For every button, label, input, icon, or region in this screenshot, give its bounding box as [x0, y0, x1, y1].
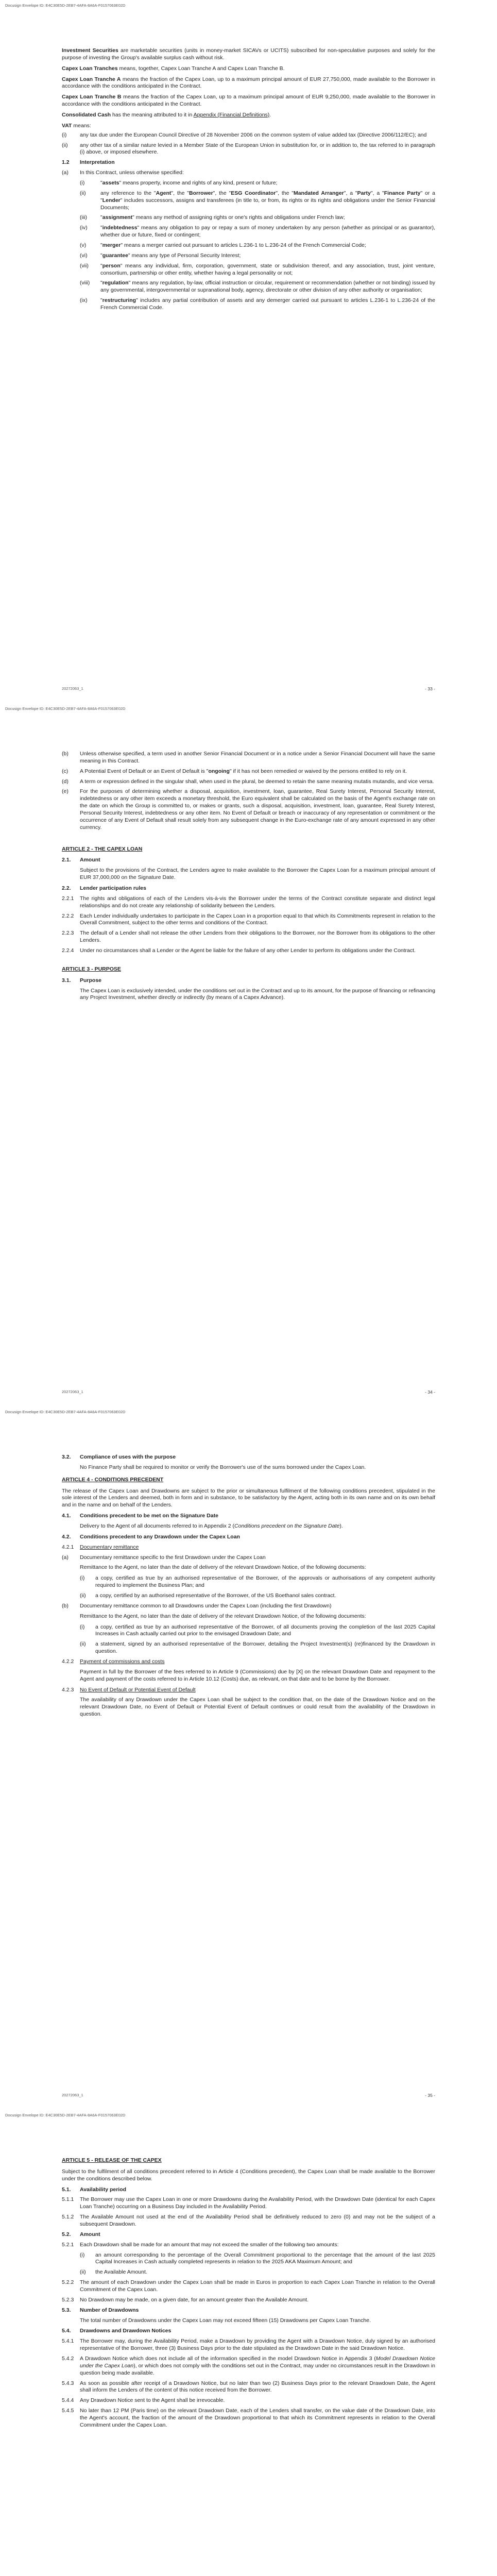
section-5-4-4: 5.4.4 Any Drawdown Notice sent to the Agent shall be irrevocable.: [62, 2397, 225, 2404]
definition-investment-securities: Investment Securities are marketable securities (units in money-market SICAVs or UCITS) subscribed for non-speculative purposes and solely for the purpose of investing the Group's available surplus cash without risk.: [62, 47, 436, 61]
page-35: [0, 1406, 497, 2110]
envelope-id: Docusign Envelope ID: E4C30E5D-2EB7-4AFA-8A6A-F0157063E02D: [5, 1410, 126, 1414]
interp-item-v: (v) "merger" means a merger carried out pursuant to articles L.236-1 to L.236-24 of the French Commercial Code;: [80, 242, 366, 249]
section-4-2-2-text: Payment in full by the Borrower of the fees referred to in Article 9 (Commissions) due by [X] on the relevant Drawdown Date and repayment to the Agent and payment of the costs referred to in Article 10.12 (Costs) due, as relevant, on that date and to be borne by the Borrower.: [80, 1668, 435, 1682]
section-5-2-1-item-ii: (ii) the Available Amount.: [80, 2269, 147, 2276]
definition-tranche-b: Capex Loan Tranche B means the fraction of the Capex Loan, up to a maximum principal amount of EUR 9,250,000, made available to the Borrower in accordance with the conditions anticipated in the Contract.: [62, 94, 436, 108]
section-5-4-2: 5.4.2 A Drawdown Notice which does not include all of the information specified in the model Drawdown Notice in Appendix 3 (Model Drawdown Notice under the Capex Loan), or which does not comply with the conditions set out in the Contract, may under no circumstances result in the Drawdown in question being made available.: [62, 2355, 435, 2376]
page-content: [62, 2157, 435, 2432]
article-4-intro: The release of the Capex Loan and Drawdowns are subject to the prior or simultaneous fulfilment of the following conditions precedent, stipulated in the sole interest of the Lenders and deemed, both in form and in substance, to be satisfactory by the Agent, acting both in its own name and on its own behalf and in the name and on behalf of the Lenders.: [62, 1487, 435, 1509]
para-a-item-ii: (ii) a copy, certified by an authorised representative of the Borrower, of the US Boethanol sales contract.: [80, 1592, 336, 1599]
envelope-id: Docusign Envelope ID: E4C30E5D-2EB7-4AFA-8A6A-F0157063E02D: [5, 706, 126, 711]
section-4-2-heading: 4.2. Conditions precedent to any Drawdown under the Capex Loan: [62, 1533, 240, 1540]
page-34: [0, 703, 497, 1406]
section-5-4-3: 5.4.3 As soon as possible after receipt of a Drawdown Notice, but no later than two (2) Business Days prior to the relevant Drawdown Date, the Agent shall inform the Lenders of the content of this notice received from the Borrower.: [62, 2380, 435, 2394]
section-4-1-text: Delivery to the Agent of all documents referred to in Appendix 2 (Conditions precedent on the Signature Date).: [80, 1523, 343, 1530]
section-3-2-text: No Finance Party shall be required to monitor or verify the Borrower's use of the sums borrowed under the Capex Loan.: [80, 1464, 366, 1470]
vat-item-i: (i) any tax due under the European Council Directive of 28 November 2006 on the common system of value added tax (Directive 2006/112/EC); and: [62, 131, 427, 138]
section-5-2-1: 5.2.1 Each Drawdown shall be made for an amount that may not exceed the smaller of the following two amounts:: [62, 2241, 339, 2248]
para-d: (d) A term or expression defined in the singular shall, when used in the plural, be deemed to retain the same meaning mutatis mutandis, and vice versa.: [62, 778, 434, 785]
page-number: - 33 -: [425, 686, 435, 691]
page-number: - 34 -: [425, 1389, 435, 1395]
section-5-1-1: 5.1.1 The Borrower may use the Capex Loan in one or more Drawdowns during the Availability Period, with the Drawdown Date (identical for each Capex Loan Tranche) occurring on a Business Day included in the Availability Period.: [62, 2196, 435, 2210]
definition-vat: VAT means:: [62, 122, 91, 129]
interp-item-ix: (ix) "restructuring" includes any partial contribution of assets and any demerger carried out pursuant to articles L.236-1 to L.236-24 of the French Commercial Code.: [80, 297, 435, 311]
document-reference: 20272063_1: [62, 686, 83, 691]
section-5-4-5: 5.4.5 No later than 12 PM (Paris time) on the relevant Drawdown Date, each of the Lenders shall transfer, on the value date of the Drawdown Date, into the Agent's account, the fraction of the amount of the Drawdown proportional to that which its Commitment represents in relation to the Overall Commitment under the Capex Loan.: [62, 2408, 435, 2428]
envelope-id: Docusign Envelope ID: E4C30E5D-2EB7-4AFA-8A6A-F0157063E02D: [5, 2113, 126, 2117]
page-33: [0, 0, 497, 703]
section-5-3-text: The total number of Drawdowns under the Capex Loan may not exceed fifteen (15) Drawdowns per Capex Loan Tranche.: [80, 2317, 371, 2324]
para-e: (e) For the purposes of determining whether a disposal, acquisition, investment, loan, guarantee, Real Surety Interest, Personal Security Interest, indebtedness or any other item exceeds a monetary threshold, the Euro equivalent shall be calculated on the basis of the Agent's exchange rate on the date on which the Group is committed to, or makes or grants, such a disposal, acquisition, investment, loan, guarantee, Real Surety Interest, Personal Security Interest, indebtedness or any other item. No Event of Default or breach or inaccuracy of any representation or commitment or the occurrence of any Event of Default shall result solely from any subsequent change in the Euro-exchange rate of any amount expressed in any other currency.: [62, 788, 435, 831]
section-4-2-2-heading: 4.2.2 Payment of commissions and costs: [62, 1658, 165, 1665]
section-4-2-1-heading: 4.2.1 Documentary remittance: [62, 1544, 139, 1550]
section-1-2-heading: 1.2 Interpretation: [62, 159, 115, 166]
para-a: (a) Documentary remittance specific to the first Drawdown under the Capex Loan: [62, 1554, 266, 1561]
section-2-2-3: 2.2.3 The default of a Lender shall not release the other Lenders from their obligations to the Borrower, nor the Borrower from its obligations to the other Lenders.: [62, 930, 435, 944]
section-5-2-3: 5.2.3 No Drawdown may be made, on a given date, for an amount greater than the Available Amount.: [62, 2296, 309, 2303]
para-b-intro: Remittance to the Agent, no later than the date of delivery of the relevant Drawdown Notice, of the following documents:: [80, 1613, 366, 1619]
document-reference: 20272063_1: [62, 2093, 83, 2097]
article-4-heading: ARTICLE 4 - CONDITIONS PRECEDENT: [62, 1476, 164, 1483]
section-5-4-1: 5.4.1 The Borrower may, during the Availability Period, make a Drawdown by providing the Agent with a Drawdown Notice, duly signed by an authorised representative of the Borrower, three (3) Business Days prior to the date stipulated as the Drawdown Date in the said Drawdown Notice.: [62, 2338, 435, 2352]
section-4-2-3-heading: 4.2.3 No Event of Default or Potential Event of Default: [62, 1686, 196, 1693]
article-5-intro: Subject to the fulfilment of all conditions precedent referred to in Article 4 (Conditions precedent), the Capex Loan shall be made available to the Borrower under the conditions described below.: [62, 2168, 435, 2182]
section-5-4-heading: 5.4. Drawdowns and Drawdown Notices: [62, 2328, 172, 2334]
interp-item-iv: (iv) "indebtedness" means any obligation to pay or repay a sum of money undertaken by any person (whether as principal or as guarantor), whether due or future, fixed or contingent;: [80, 225, 435, 239]
article-5-heading: ARTICLE 5 - RELEASE OF THE CAPEX: [62, 2157, 162, 2163]
definition-capex-tranches: Capex Loan Tranches means, together, Capex Loan Tranche A and Capex Loan Tranche B.: [62, 65, 285, 72]
section-2-2-2: 2.2.2 Each Lender individually undertakes to participate in the Capex Loan in a proportion equal to that which its Commitments represent in relation to the Overall Commitment, subject to the other terms and conditions of the Contract.: [62, 912, 435, 926]
section-5-3-heading: 5.3. Number of Drawdowns: [62, 2307, 139, 2313]
section-3-1-text: The Capex Loan is exclusively intended, under the conditions set out in the Contract and up to its amount, for the purpose of financing or refinancing any Project Investment, whether directly or indirectly (by means of a Capex Advance).: [80, 987, 435, 1001]
section-4-2-3-text: The availability of any Drawdown under the Capex Loan shall be subject to the condition that, on the date of the Drawdown Notice and on the relevant Drawdown Date, no Event of Default or Potential Event of Default continues or could result from the availability of the Drawdown in question.: [80, 1697, 435, 1718]
para-a: (a) In this Contract, unless otherwise specified:: [62, 170, 184, 176]
interp-item-i: (i) "assets" means property, income and rights of any kind, present or future;: [80, 180, 278, 187]
para-b-item-i: (i) a copy, certified as true by an authorised representative of the Borrower, of all documents proving the completion of the last 2025 Capital Increases in Cash actually carried out prior to the envisaged Drawdown Date; and: [80, 1623, 435, 1637]
section-5-1-heading: 5.1. Availability period: [62, 2186, 127, 2193]
section-2-1-heading: 2.1. Amount: [62, 857, 100, 863]
section-2-2-heading: 2.2. Lender participation rules: [62, 885, 146, 892]
para-a-intro: Remittance to the Agent, no later than the date of delivery of the relevant Drawdown Notice, of the following documents:: [80, 1564, 366, 1571]
interp-item-iii: (iii) "assignment" means any method of assigning rights or one's rights and obligations under French law;: [80, 214, 345, 221]
interp-item-viii: (viii) "regulation" means any regulation, by-law, official instruction or circular, requirement or recommendation (whether or not binding) issued by any governmental, intergovernmental or supranational body, agency, directorate or other division of any other authority or organisation;: [80, 280, 435, 294]
section-3-1-heading: 3.1. Purpose: [62, 977, 102, 984]
para-c: (c) A Potential Event of Default or an Event of Default is "ongoing" if it has not been remedied or waived by the persons entitled to rely on it.: [62, 768, 407, 774]
para-b: (b) Documentary remittance common to all Drawdowns under the Capex Loan (including the first Drawdown): [62, 1602, 332, 1609]
para-b: (b) Unless otherwise specified, a term used in another Senior Financial Document or in a notice under a Senior Financial Document will have the same meaning in this Contract.: [62, 751, 435, 764]
definition-consolidated-cash: Consolidated Cash has the meaning attributed to it in Appendix (Financial Definitions).: [62, 112, 271, 118]
page-content: [62, 47, 435, 315]
section-5-2-heading: 5.2. Amount: [62, 2231, 100, 2238]
page-36: [0, 2110, 497, 2576]
section-4-1-heading: 4.1. Conditions precedent to be met on the Signature Date: [62, 1513, 218, 1519]
section-5-1-2: 5.1.2 The Available Amount not used at the end of the Availability Period shall be definitively reduced to zero (0) and may not be the subject of a subsequent Drawdown.: [62, 2214, 435, 2228]
section-2-2-4: 2.2.4 Under no circumstances shall a Lender or the Agent be liable for the failure of any other Lender to perform its obligations under the Contract.: [62, 947, 416, 954]
article-3-heading: ARTICLE 3 - PURPOSE: [62, 965, 121, 972]
para-a-item-i: (i) a copy, certified as true by an authorised representative of the Borrower, of the approvals or authorisations of any competent authority required to implement the Business Plan; and: [80, 1575, 435, 1589]
section-2-1-text: Subject to the provisions of the Contract, the Lenders agree to make available to the Borrower the Capex Loan for a maximum principal amount of EUR 37,000,000 on the Signature Date.: [80, 867, 435, 881]
section-5-2-1-item-i: (i) an amount corresponding to the percentage of the Overall Commitment proportional to the percentage that the amount of the last 2025 Capital Increases in Cash actually completed represents in relation to the 2025 AKA Maximum Amount; and: [80, 2251, 435, 2265]
vat-item-ii: (ii) any other tax of a similar nature levied in a Member State of the European Union in substitution for, or in addition to, the tax referred to in paragraph (i) above, or imposed elsewhere.: [62, 142, 435, 156]
interp-item-vi: (vi) "guarantee" means any type of Personal Security Interest;: [80, 252, 241, 259]
interp-item-vii: (vii) "person" means any individual, firm, corporation, government, state or subdivision thereof, and any association, trust, joint venture, consortium, partnership or other entity, whether having a legal personality or not;: [80, 262, 435, 276]
section-2-2-1: 2.2.1 The rights and obligations of each of the Lenders vis-à-vis the Borrower under the terms of the Contract constitute separate and distinct legal relationships and do not create any relationship of solidarity between the Lenders.: [62, 895, 435, 909]
document-reference: 20272063_1: [62, 1389, 83, 1394]
envelope-id: Docusign Envelope ID: E4C30E5D-2EB7-4AFA-8A6A-F0157063E02D: [5, 3, 126, 8]
section-5-2-2: 5.2.2 The amount of each Drawdown under the Capex Loan shall be made in Euros in proportion to each Capex Loan Tranche in relation to the Overall Commitment of the Capex Loan.: [62, 2279, 435, 2293]
page-content: [62, 751, 435, 1005]
section-3-2-heading: 3.2. Compliance of uses with the purpose: [62, 1454, 176, 1460]
article-2-heading: ARTICLE 2 - THE CAPEX LOAN: [62, 845, 143, 852]
para-b-item-ii: (ii) a statement, signed by an authorised representative of the Borrower, detailing the Project Investment(s) (re)financed by the Drawdown in question.: [80, 1641, 435, 1655]
interp-item-ii: (ii) any reference to the "Agent", the "Borrower", the "ESG Coordinator", the "Mandated Arranger", a "Party", a "Finance Party" or a "Lender" includes successors, assigns and transferees (in title to, or from, its rights or its rights and obligations under the Senior Financial Documents;: [80, 190, 435, 211]
definition-tranche-a: Capex Loan Tranche A means the fraction of the Capex Loan, up to a maximum principal amount of EUR 27,750,000, made available to the Borrower in accordance with the conditions anticipated in the Contract.: [62, 76, 435, 90]
page-number: - 35 -: [425, 2093, 435, 2098]
page-content: [62, 1454, 435, 1722]
